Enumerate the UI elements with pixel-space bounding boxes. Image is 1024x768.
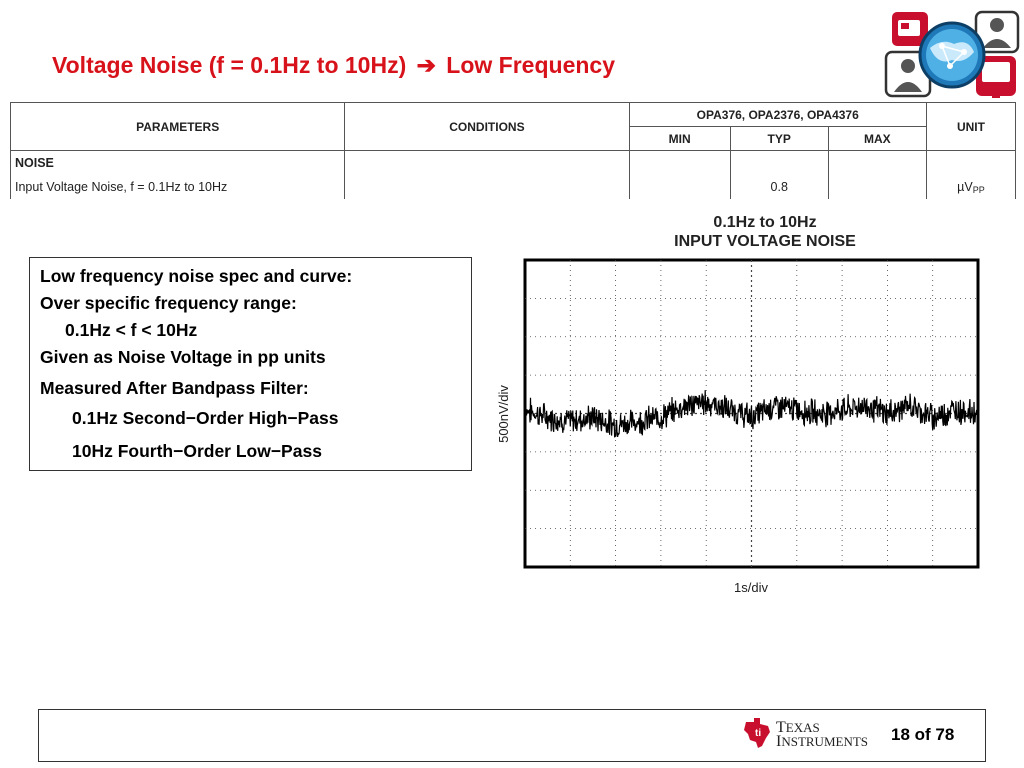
conditions-cell: [345, 175, 629, 199]
info-line-1: Low frequency noise spec and curve:: [40, 266, 353, 286]
header-min: MIN: [629, 127, 730, 151]
slide-title-tail: Low Frequency: [446, 52, 615, 78]
info-line-3: 0.1Hz < f < 10Hz: [65, 320, 198, 340]
header-conditions: CONDITIONS: [345, 103, 629, 151]
info-line-4: Given as Noise Voltage in pp units: [40, 347, 326, 367]
y-axis-label: 500nV/div: [496, 385, 511, 443]
company-name: TEXAS INSTRUMENTS: [776, 719, 869, 750]
chart-title: 0.1Hz to 10Hz: [713, 214, 817, 231]
header-parameters: PARAMETERS: [11, 103, 345, 151]
training-logo-icon: [884, 8, 1022, 102]
slide-title: [52, 52, 615, 79]
page-number: 18 of 78: [891, 725, 955, 744]
info-line-6: 0.1Hz Second−Order High−Pass: [72, 408, 339, 428]
info-line-7: 10Hz Fourth−Order Low−Pass: [72, 441, 322, 461]
info-line-2: Over specific frequency range:: [40, 293, 297, 313]
unit-sub: PP: [972, 184, 985, 195]
arrow-right-icon: ➔: [416, 52, 436, 78]
spec-table: [10, 102, 1016, 199]
x-axis-label: 1s/div: [734, 580, 768, 595]
header-part-numbers: OPA376, OPA2376, OPA4376: [629, 103, 926, 127]
chart-subtitle: INPUT VOLTAGE NOISE: [674, 233, 856, 250]
info-line-5: Measured After Bandpass Filter:: [40, 378, 309, 398]
noise-chart: [490, 250, 990, 600]
min-cell: [629, 175, 730, 199]
max-cell: [828, 175, 926, 199]
header-max: MAX: [828, 127, 926, 151]
header-unit: UNIT: [926, 103, 1015, 151]
unit-cell: [926, 175, 1015, 199]
svg-text:ti: ti: [755, 728, 762, 739]
unit-main: µV: [957, 179, 973, 194]
info-box: [29, 257, 472, 471]
header-typ: TYP: [730, 127, 828, 151]
section-noise: NOISE: [11, 151, 345, 176]
typ-cell: 0.8: [730, 175, 828, 199]
param-input-voltage-noise: Input Voltage Noise, f = 0.1Hz to 10Hz: [11, 175, 345, 199]
texas-instruments-logo-icon: [742, 716, 774, 750]
slide-title-main: Voltage Noise (f = 0.1Hz to 10Hz): [52, 52, 407, 78]
table-row: [11, 175, 1016, 199]
